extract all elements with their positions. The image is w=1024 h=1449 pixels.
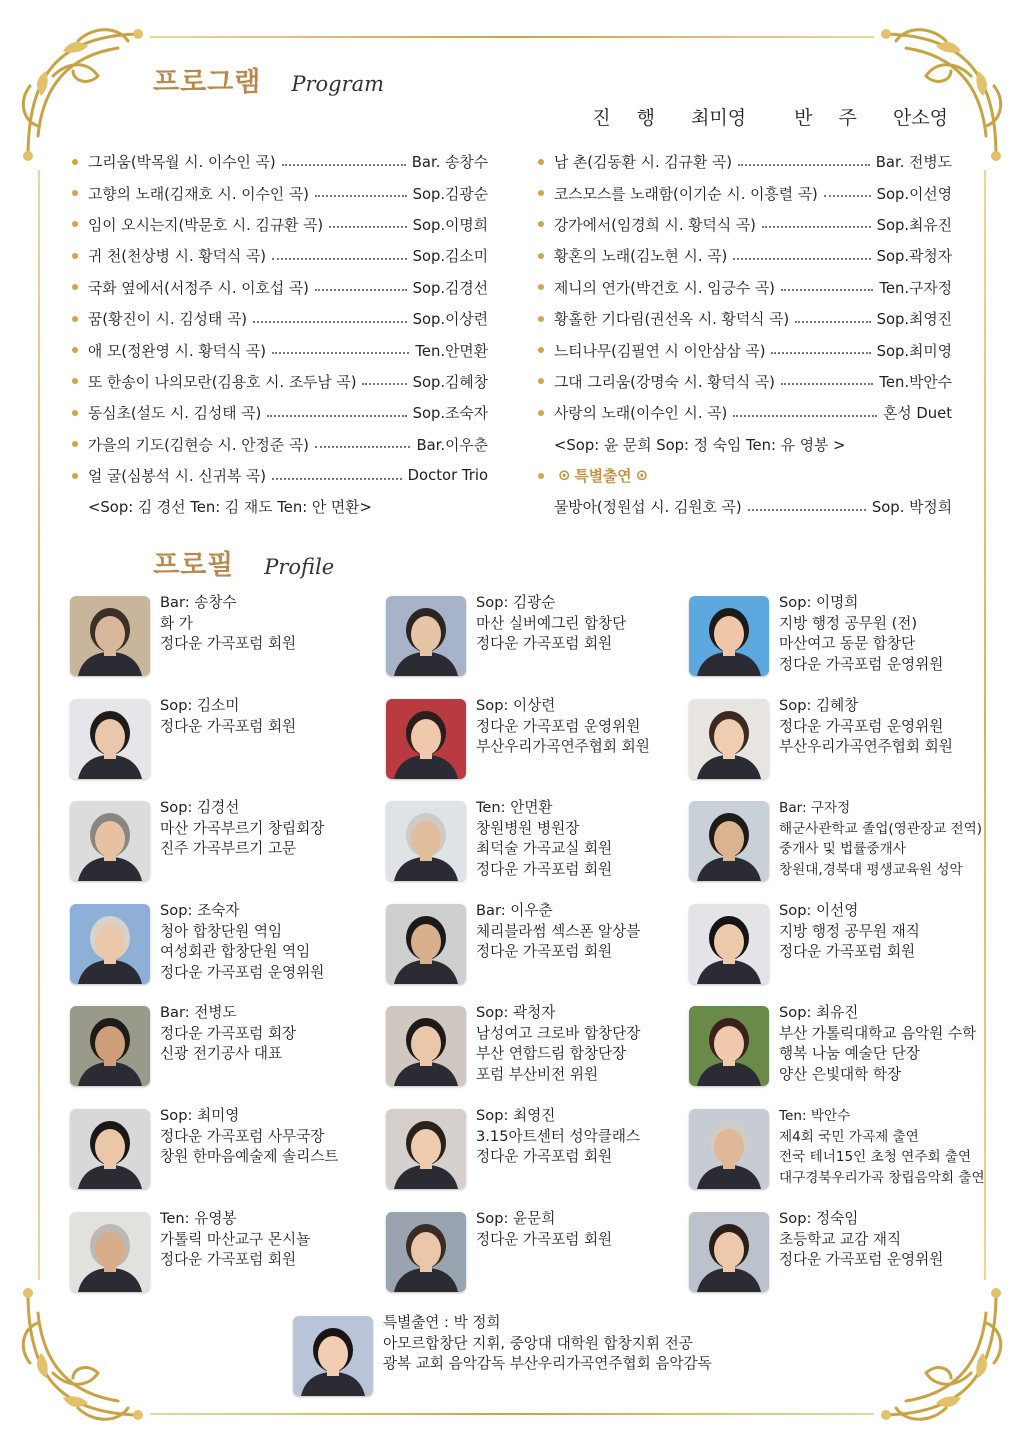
profile-detail: 양산 은빛대학 학장	[779, 1065, 902, 1083]
song-title: 동심초(설도 시. 김성태 곡)	[88, 405, 262, 423]
profile-detail: 아모르합창단 지휘, 중앙대 대학원 합창지휘 전공	[383, 1334, 693, 1352]
program-item	[538, 366, 952, 397]
profile-name: Sop: 조숙자	[160, 902, 240, 919]
dot-leader	[748, 509, 866, 511]
bullet-icon	[72, 221, 78, 227]
dot-leader	[315, 195, 407, 197]
dot-leader	[733, 258, 870, 260]
song-title: 물방아(정원섭 시. 김원호 곡)	[554, 499, 742, 517]
song-title: 그대 그리움(강명숙 시. 황덕식 곡)	[554, 373, 775, 391]
program-item	[538, 397, 952, 428]
performer-name: Sop.이명희	[412, 216, 488, 234]
profile-info	[160, 901, 324, 984]
profile-photo	[70, 1212, 150, 1292]
program-item	[72, 177, 488, 208]
profile-info	[476, 798, 612, 881]
profile-photo	[386, 1006, 466, 1086]
special-appearance-heading	[538, 460, 952, 491]
profile-card	[386, 1212, 686, 1292]
profile-detail: 정다운 가곡포럼 운영위원	[779, 655, 944, 673]
dot-leader	[781, 383, 874, 385]
performer-name: Ten.구자정	[879, 279, 952, 297]
profile-card	[386, 596, 686, 676]
profile-photo	[70, 904, 150, 984]
profile-detail: 지방 행정 공무원 (전)	[779, 614, 918, 632]
frame-top-line	[150, 36, 874, 38]
profile-detail: 신광 전기공사 대표	[160, 1045, 283, 1063]
profile-info	[779, 798, 982, 881]
song-title: 국화 옆에서(서정주 시. 이호섭 곡)	[88, 279, 309, 297]
profile-info	[160, 593, 296, 676]
dot-leader	[771, 352, 870, 354]
song-title: 사랑의 노래(이수인 시. 곡)	[554, 405, 728, 423]
profile-info	[779, 1209, 943, 1292]
profile-card	[70, 904, 370, 984]
profile-card	[689, 1006, 1019, 1086]
song-title: 꿈(황진이 시. 김성태 곡)	[88, 311, 248, 329]
bullet-icon	[72, 410, 78, 416]
profile-card	[689, 699, 1019, 779]
host-name: 최미영	[691, 107, 747, 129]
profile-detail: 창원 한마음예술제 솔리스트	[160, 1148, 339, 1166]
dot-leader	[315, 446, 411, 448]
profile-photo	[689, 1212, 769, 1292]
performer-name: Sop. 박정희	[871, 499, 952, 517]
profile-detail: 정다운 가곡포럼 사무국장	[160, 1127, 325, 1145]
profile-card	[386, 699, 686, 779]
profile-photo	[386, 1109, 466, 1189]
profile-photo	[386, 596, 466, 676]
profile-name: Sop: 이상련	[476, 697, 556, 714]
program-item	[72, 303, 488, 334]
profile-name: Sop: 최유진	[779, 1004, 859, 1021]
performer-name: Sop.조숙자	[412, 405, 488, 423]
program-item	[72, 429, 488, 460]
profile-card	[386, 801, 686, 881]
song-title: 귀 천(천상병 시. 황덕식 곡)	[88, 248, 267, 266]
profile-photo	[386, 699, 466, 779]
profile-detail: 정다운 가곡포럼 회원	[160, 1251, 297, 1269]
profile-detail: 초등학교 교감 재직	[779, 1230, 902, 1248]
dot-leader	[762, 226, 871, 228]
trio-cast: <Sop: 김 경선 Ten: 김 재도 Ten: 안 면환>	[88, 499, 372, 517]
profile-card	[689, 904, 1019, 984]
ornament-corner-icon	[18, 1283, 168, 1433]
song-title: 황혼의 노래(김노현 시. 곡)	[554, 248, 728, 266]
profile-detail: 부산 연합드림 합창단장	[476, 1045, 627, 1063]
special-guest-info	[383, 1313, 712, 1396]
profile-name: Sop: 곽청자	[476, 1004, 556, 1021]
dot-leader	[282, 164, 406, 166]
program-credits	[592, 103, 948, 130]
profile-card	[70, 1006, 370, 1086]
profile-photo	[689, 596, 769, 676]
song-title: 강가에서(임경희 시. 황덕식 곡)	[554, 216, 756, 234]
program-item	[72, 334, 488, 365]
target-icon: ⊙	[635, 467, 648, 485]
program-item	[538, 209, 952, 240]
program-item	[72, 397, 488, 428]
dot-leader	[272, 352, 409, 354]
profile-detail: 행복 나눔 예술단 단장	[779, 1045, 920, 1063]
profile-info	[779, 901, 920, 984]
profile-detail: 가톨릭 마산교구 몬시뇰	[160, 1230, 311, 1248]
bullet-icon	[538, 221, 544, 227]
profile-detail: 정다운 가곡포럼 회원	[160, 635, 297, 653]
profile-photo	[689, 801, 769, 881]
profile-detail: 정다운 가곡포럼 회원	[476, 635, 613, 653]
profile-card	[689, 1212, 1019, 1292]
profile-detail: 진주 가곡부르기 고문	[160, 840, 297, 858]
profile-detail: 화 가	[160, 614, 193, 632]
profile-detail: 정다운 가곡포럼 운영위원	[779, 717, 944, 735]
profile-detail: 정다운 가곡포럼 회원	[476, 1148, 613, 1166]
ornament-corner-icon	[18, 16, 168, 166]
dot-leader	[824, 195, 871, 197]
performer-name: Ten.안면환	[415, 342, 488, 360]
dot-leader	[733, 415, 877, 417]
profile-card	[70, 801, 370, 881]
profile-name: Sop: 윤문희	[476, 1210, 556, 1227]
profile-name: Ten: 박안수	[779, 1108, 851, 1124]
profile-detail: 부산우리가곡연주협회 회원	[779, 738, 953, 756]
bullet-icon	[72, 190, 78, 196]
profile-name: 특별출연 : 박 정희	[383, 1314, 501, 1331]
profile-photo	[70, 801, 150, 881]
program-list-right	[538, 146, 952, 523]
profile-photo	[70, 596, 150, 676]
profile-photo	[70, 1109, 150, 1189]
profile-detail: 광복 교회 음악감독 부산우리가곡연주협회 음악감독	[383, 1355, 712, 1373]
profile-detail: 마산 가곡부르기 창립회장	[160, 819, 325, 837]
profile-title-en: Profile	[264, 555, 335, 579]
profile-photo	[689, 699, 769, 779]
profile-card	[70, 699, 370, 779]
performer-name: Sop.최영진	[876, 311, 952, 329]
profile-name: Ten: 안면환	[476, 799, 553, 816]
profile-name: Bar: 이우춘	[476, 902, 553, 919]
special-label: 특별출연	[574, 468, 632, 486]
accompanist-label: 반 주	[794, 107, 867, 129]
profile-detail: 부산 가톨릭대학교 음악원 수학	[779, 1024, 977, 1042]
accompanist-name: 안소영	[892, 107, 948, 129]
profile-info	[779, 696, 953, 779]
profile-name: Sop: 김광순	[476, 594, 556, 611]
profile-photo	[386, 1212, 466, 1292]
song-title: 제니의 연가(박건호 시. 임긍수 곡)	[554, 279, 775, 297]
song-title: 남 촌(김동환 시. 김규환 곡)	[554, 154, 733, 172]
performer-name: Bar. 전병도	[875, 154, 952, 172]
profile-detail: 청아 합창단원 역임	[160, 922, 283, 940]
bullet-icon	[538, 316, 544, 322]
profile-name: Bar: 구자정	[779, 800, 851, 816]
profile-detail: 정다운 가곡포럼 회원	[476, 860, 613, 878]
bullet-icon	[72, 473, 78, 479]
profile-name: Sop: 정숙임	[779, 1210, 859, 1227]
bullet-icon	[72, 253, 78, 259]
profile-card	[70, 1212, 370, 1292]
program-title-en: Program	[291, 72, 385, 96]
bullet-icon	[72, 347, 78, 353]
profile-detail: 체리블라썸 섹스폰 알상블	[476, 922, 641, 940]
song-title: 가을의 기도(김현승 시. 안정준 곡)	[88, 436, 309, 454]
profile-heading	[153, 543, 334, 582]
bullet-icon	[538, 378, 544, 384]
song-title: 임이 오시는지(박문호 시. 김규환 곡)	[88, 216, 324, 234]
program-item	[538, 177, 952, 208]
bullet-icon	[538, 473, 544, 479]
ornament-corner-icon	[856, 16, 1006, 166]
song-title: 그리움(박목월 시. 이수인 곡)	[88, 154, 276, 172]
performer-name: 혼성 Duet	[883, 405, 952, 423]
profile-card	[689, 596, 1019, 676]
profile-photo	[689, 1109, 769, 1189]
program-item	[538, 334, 952, 365]
profile-detail: 정다운 가곡포럼 회원	[476, 943, 613, 961]
program-item	[538, 240, 952, 271]
program-item	[72, 209, 488, 240]
song-title: 애 모(정완영 시. 황덕식 곡)	[88, 342, 267, 360]
profile-detail: 대구경북우리가곡 창립음악회 출연	[779, 1169, 985, 1186]
profile-card	[70, 596, 370, 676]
performer-name: Sop.김광순	[412, 185, 488, 203]
song-title: 얼 굴(심봉석 시. 신귀복 곡)	[88, 468, 267, 486]
profile-photo	[386, 904, 466, 984]
dot-leader	[315, 289, 407, 291]
profile-detail: 전국 테너15인 초청 연주회 출연	[779, 1149, 972, 1166]
profile-detail: 정다운 가곡포럼 회장	[160, 1024, 297, 1042]
bullet-icon	[72, 316, 78, 322]
dot-leader	[253, 321, 407, 323]
duet-cast: <Sop: 윤 문희 Sop: 정 숙임 Ten: 유 영봉 >	[554, 436, 846, 454]
program-item	[72, 146, 488, 177]
bullet-icon	[538, 284, 544, 290]
bullet-icon	[72, 284, 78, 290]
profile-detail: 지방 행정 공무원 재직	[779, 922, 920, 940]
profile-detail: 정다운 가곡포럼 회원	[160, 717, 297, 735]
performer-name: Doctor Trio	[407, 467, 488, 485]
profile-info	[476, 696, 650, 779]
profile-detail: 제4회 국민 가곡제 출연	[779, 1128, 919, 1145]
program-list-left	[72, 146, 488, 523]
dot-leader	[272, 258, 407, 260]
performer-name: Sop.김혜창	[412, 373, 488, 391]
bullet-icon	[538, 190, 544, 196]
song-title: 코스모스를 노래함(이기순 시. 이흥렬 곡)	[554, 185, 818, 203]
profile-detail: 정다운 가곡포럼 회원	[779, 943, 916, 961]
performer-name: Sop.최유진	[876, 216, 952, 234]
dot-leader	[362, 383, 406, 385]
performer-name: Sop.이상련	[412, 311, 488, 329]
performer-name: Sop.김소미	[412, 248, 488, 266]
special-guest-photo	[293, 1316, 373, 1396]
profile-name: Sop: 김혜창	[779, 697, 859, 714]
bullet-icon	[72, 441, 78, 447]
profile-photo	[689, 1006, 769, 1086]
profile-detail: 정다운 가곡포럼 운영위원	[476, 717, 641, 735]
profile-name: Bar: 전병도	[160, 1004, 237, 1021]
profile-photo	[689, 904, 769, 984]
dot-leader	[267, 415, 406, 417]
profile-detail: 마산여고 동문 합창단	[779, 635, 916, 653]
profile-info	[160, 1003, 296, 1086]
profile-detail: 창원대,경북대 평생교육원 성악	[779, 861, 963, 878]
program-item	[538, 146, 952, 177]
bullet-icon	[72, 378, 78, 384]
profile-info	[779, 593, 943, 676]
frame-left-line	[38, 170, 40, 1280]
profile-photo	[70, 1006, 150, 1086]
profile-detail: 해군사관학교 졸업(영관장교 전역)	[779, 820, 983, 837]
bullet-icon	[72, 159, 78, 165]
profile-info	[476, 1106, 640, 1189]
dot-leader	[272, 478, 402, 480]
profile-card	[386, 904, 686, 984]
profile-detail: 여성회관 합창단원 역임	[160, 943, 311, 961]
dot-leader	[795, 321, 870, 323]
performer-name: Sop.최미영	[876, 342, 952, 360]
profile-name: Sop: 김소미	[160, 697, 240, 714]
special-guest-profile	[293, 1316, 773, 1396]
profile-info	[779, 1003, 976, 1086]
performer-name: Bar. 송창수	[411, 154, 488, 172]
profile-info	[779, 1106, 985, 1189]
profile-photo	[386, 801, 466, 881]
song-title: 또 한송이 나의모란(김용호 시. 조두남 곡)	[88, 373, 357, 391]
profile-detail: 정다운 가곡포럼 운영위원	[160, 963, 325, 981]
profile-name: Sop: 최영진	[476, 1107, 556, 1124]
program-title-ko: 프로그램	[153, 67, 262, 98]
profile-name: Bar: 송창수	[160, 594, 237, 611]
profile-name: Ten: 유영봉	[160, 1210, 237, 1227]
profile-card	[689, 801, 1019, 881]
profile-title-ko: 프로필	[153, 550, 235, 581]
performer-name: Sop.김경선	[412, 279, 488, 297]
dot-leader	[738, 164, 870, 166]
bullet-icon	[538, 253, 544, 259]
profile-card	[386, 1006, 686, 1086]
profile-detail: 중개사 및 법률중개사	[779, 841, 906, 858]
profile-info	[476, 593, 626, 676]
profile-info	[476, 1209, 612, 1292]
program-item	[538, 272, 952, 303]
program-item	[538, 303, 952, 334]
program-heading	[153, 60, 384, 99]
profile-detail: 최덕술 가곡교실 회원	[476, 840, 613, 858]
profile-card	[70, 1109, 370, 1189]
song-title: 고향의 노래(김재호 시. 이수인 곡)	[88, 185, 309, 203]
program-item	[72, 366, 488, 397]
performer-name: Sop.곽청자	[876, 248, 952, 266]
profile-name: Sop: 이선영	[779, 902, 859, 919]
profile-info	[160, 696, 296, 779]
profile-detail: 정다운 가곡포럼 운영위원	[779, 1251, 944, 1269]
profile-name: Sop: 김경선	[160, 799, 240, 816]
song-title: 황홀한 기다림(권선옥 시. 황덕식 곡)	[554, 311, 790, 329]
dot-leader	[781, 289, 874, 291]
dot-leader	[329, 226, 406, 228]
profile-detail: 정다운 가곡포럼 회원	[476, 1230, 613, 1248]
bullet-icon	[538, 159, 544, 165]
profile-detail: 포럼 부산비전 위원	[476, 1065, 599, 1083]
profile-info	[160, 798, 324, 881]
profile-card	[386, 1109, 686, 1189]
ornament-corner-icon	[856, 1283, 1006, 1433]
profile-info	[160, 1106, 338, 1189]
profile-detail: 부산우리가곡연주협회 회원	[476, 738, 650, 756]
profile-name: Sop: 최미영	[160, 1107, 240, 1124]
program-item	[72, 240, 488, 271]
profile-detail: 마산 실버예그린 합창단	[476, 614, 627, 632]
song-title: 느티나무(김필연 시 이안삼삼 곡)	[554, 342, 766, 360]
bullet-icon	[538, 410, 544, 416]
profile-detail: 3.15아트센터 성악클래스	[476, 1127, 641, 1145]
profile-detail: 창원병원 병원장	[476, 819, 580, 837]
program-item	[72, 272, 488, 303]
frame-bottom-line	[150, 1413, 874, 1415]
profile-detail: 남성여고 크로바 합창단장	[476, 1024, 641, 1042]
profile-info	[476, 1003, 640, 1086]
profile-photo	[70, 699, 150, 779]
profile-info	[476, 901, 640, 984]
special-program-item	[538, 491, 952, 522]
target-icon: ⊙	[558, 467, 571, 485]
performer-name: Bar.이우춘	[416, 436, 488, 454]
program-item	[72, 460, 488, 491]
profile-name: Sop: 이명희	[779, 594, 859, 611]
performer-name: Sop.이선영	[876, 185, 952, 203]
profile-card	[689, 1109, 1019, 1189]
performer-name: Ten.박안수	[879, 373, 952, 391]
host-label: 진 행	[592, 107, 666, 129]
profile-info	[160, 1209, 310, 1292]
bullet-icon	[538, 347, 544, 353]
